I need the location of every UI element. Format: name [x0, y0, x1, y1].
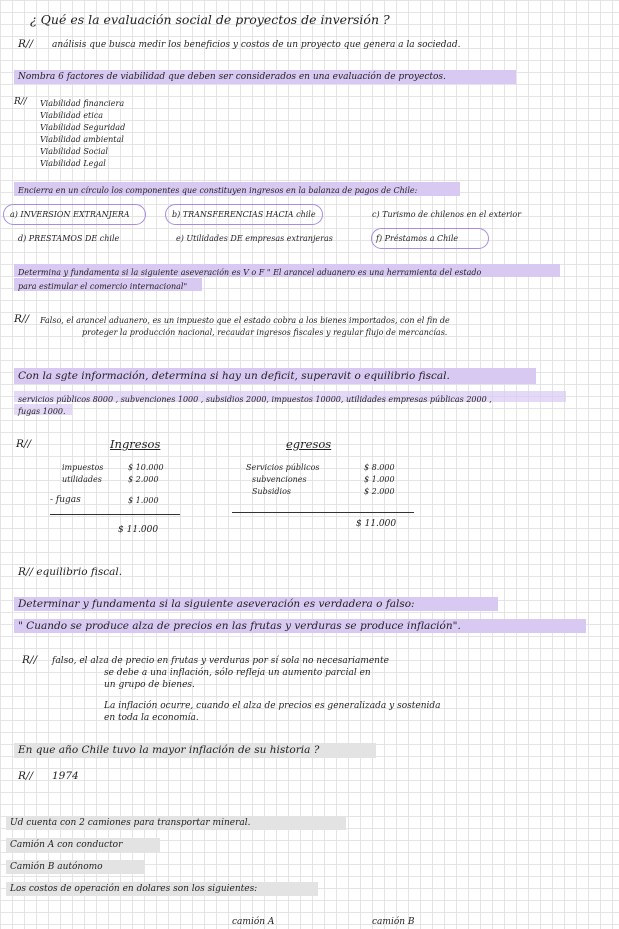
option-d: d) PRESTAMOS DE chile [18, 234, 120, 243]
question-2: Nombra 6 factores de viabilidad que deben ser considerados en una evaluación de proyectos. [18, 72, 446, 82]
list-item: Viabilidad Legal [40, 159, 106, 168]
egresos-total: $ 11.000 [356, 519, 397, 529]
ingresos-row-value: $ 1.000 [128, 496, 159, 505]
question-1: ¿ Qué es la evaluación social de proyectos de inversión ? [30, 12, 390, 27]
answer-label: R// [16, 438, 31, 450]
list-item: Viabilidad Social [40, 147, 108, 156]
question-6-line-2: " Cuando se produce alza de precios en las frutas y verduras se produce inflación". [18, 620, 461, 632]
answer-1: análisis que busca medir los beneficios y costos de un proyecto que genera a la sociedad. [52, 40, 461, 50]
answer-6-line-3: un grupo de bienes. [104, 680, 195, 690]
egresos-row-label: subvenciones [252, 475, 307, 484]
egresos-row-label: Servicios públicos [246, 463, 320, 472]
answer-6-line-2: se debe a una inflación, sólo refleja un aumento parcial en [104, 668, 371, 678]
ingresos-row-value: $ 10.000 [128, 463, 164, 472]
egresos-row-value: $ 1.000 [364, 475, 395, 484]
conclusion: R// equilibrio fiscal. [18, 566, 123, 578]
ingresos-title: Ingresos [110, 437, 161, 451]
ingresos-row-label: impuestos [62, 463, 104, 472]
line-2: Camión A con conductor [10, 840, 123, 850]
option-a: a) INVERSION EXTRANJERA [10, 210, 130, 219]
answer-7: 1974 [52, 770, 79, 782]
answer-label: R// [14, 313, 29, 325]
ingresos-row-label: utilidades [62, 475, 102, 484]
sum-line [232, 512, 414, 513]
option-e: e) Utilidades DE empresas extranjeras [176, 234, 333, 243]
answer-6-line-4: La inflación ocurre, cuando el alza de precios es generalizada y sostenida [104, 701, 441, 711]
question-4-line-1: Determina y fundamenta si la siguiente aseveración es V o F " El arancel aduanero es una herramienta del estado [18, 268, 482, 277]
option-b: b) TRANSFERENCIAS HACIA chile [172, 210, 316, 219]
ingresos-row-value: $ 2.000 [128, 475, 159, 484]
question-5: Con la sgte información, determina si hay un deficit, superavit o equilibrio fiscal. [18, 370, 450, 382]
data-line-2: fugas 1000. [18, 407, 66, 416]
question-3: Encierra en un círculo los componentes que constituyen ingresos en la balanza de pagos de Chile: [18, 186, 418, 195]
sum-line [50, 514, 180, 515]
ingresos-row-label: - fugas [50, 495, 81, 505]
answer-4-line-1: Falso, el arancel aduanero, es un impuesto que el estado cobra a los bienes importados, con el fin de [40, 316, 450, 325]
column-camion-b: camión B [372, 917, 415, 927]
list-item: Viabilidad etica [40, 111, 104, 120]
answer-6-line-1: falso, el alza de precio en frutas y verduras por sí sola no necesariamente [52, 656, 389, 666]
option-f: f) Préstamos a Chile [376, 234, 459, 243]
answer-label: R// [18, 770, 33, 782]
egresos-row-value: $ 8.000 [364, 463, 395, 472]
answer-4-line-2: proteger la producción nacional, recaudar ingresos fiscales y regular flujo de mercancías. [82, 328, 448, 337]
list-item: Viabilidad ambiental [40, 135, 124, 144]
column-camion-a: camión A [232, 917, 275, 927]
option-c: c) Turismo de chilenos en el exterior [372, 210, 522, 219]
line-3: Camión B autónomo [10, 862, 103, 872]
egresos-row-label: Subsidios [252, 487, 292, 496]
answer-6-line-5: en toda la economía. [104, 713, 199, 723]
list-item: Viabilidad Seguridad [40, 123, 126, 132]
line-4: Los costos de operación en dolares son los siguientes: [10, 884, 258, 894]
ingresos-total: $ 11.000 [118, 525, 159, 535]
data-line-1: servicios públicos 8000 , subvenciones 1000 , subsidios 2000, impuestos 10000, utilidades empresas públicas 2000 , [18, 395, 492, 404]
egresos-title: egresos [286, 437, 332, 451]
list-item: Viabilidad financiera [40, 99, 125, 108]
question-4-line-2: para estimular el comercio internacional" [18, 282, 188, 291]
question-7: En que año Chile tuvo la mayor inflación de su historia ? [18, 744, 320, 756]
answer-label: R// [18, 38, 33, 50]
question-6-line-1: Determinar y fundamenta si la siguiente aseveración es verdadera o falso: [18, 598, 415, 610]
line-1: Ud cuenta con 2 camiones para transportar mineral. [10, 818, 251, 828]
egresos-row-value: $ 2.000 [364, 487, 395, 496]
answer-label: R// [22, 654, 37, 666]
answer-label: R// [14, 97, 27, 107]
